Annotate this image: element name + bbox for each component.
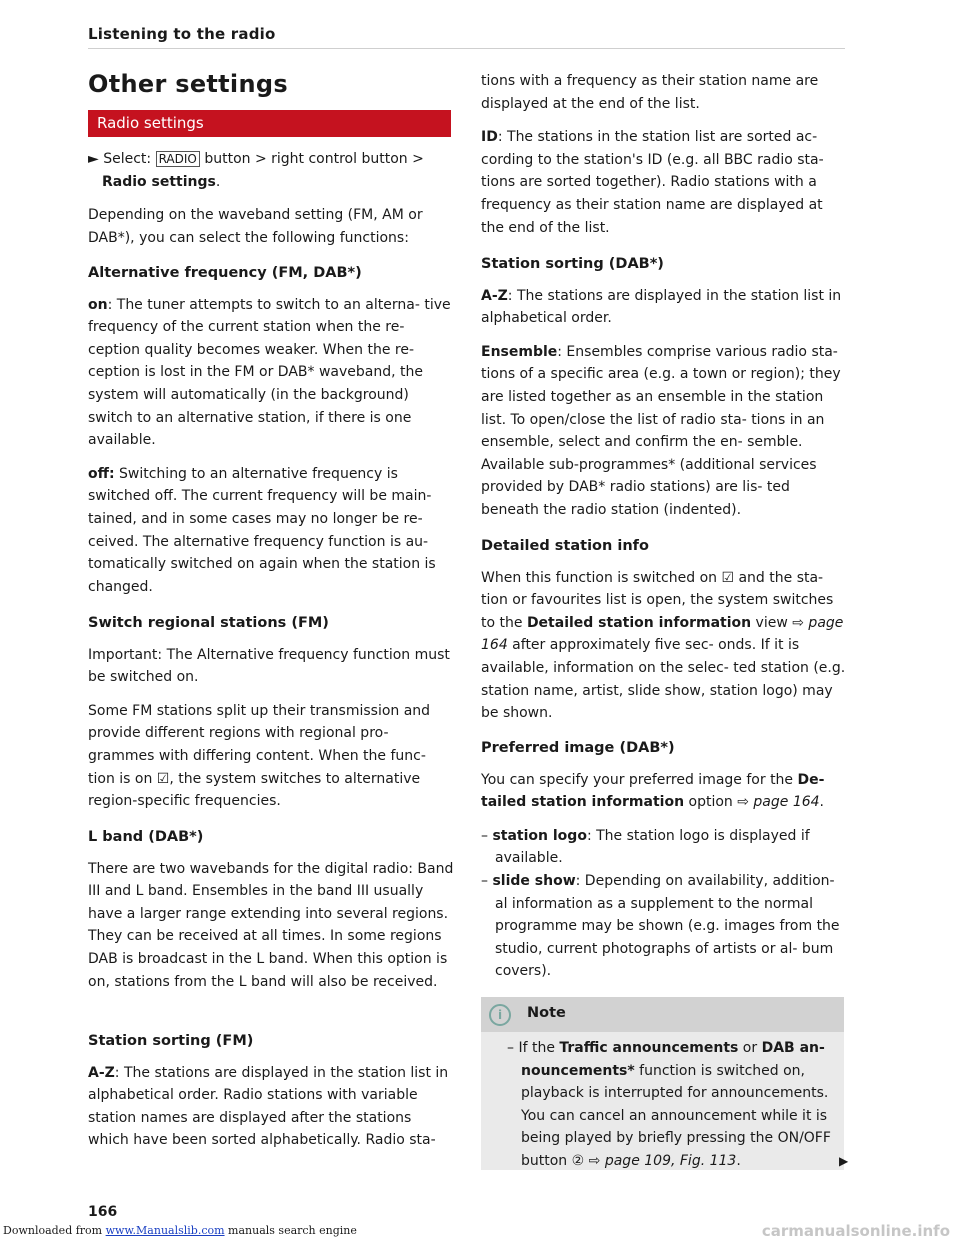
continue-arrow-icon: ▶ xyxy=(839,1154,849,1168)
preferred-image-heading: Preferred image (DAB*) xyxy=(481,740,675,756)
note-header xyxy=(481,997,844,1032)
page-number: 166 xyxy=(88,1204,118,1220)
note-title: Note xyxy=(527,1005,566,1021)
regional-section: Switch regional stations (FM) Important: The Alternative frequency function must be switched on. Some FM stations split up their transmission and provide different regions with regional pro- grammes with differing content. When the func- tion is on ☑, the system switches to alternative region-specific frequencies. xyxy=(88,612,454,813)
sort-dab-section: Station sorting (DAB*) A-Z: The stations are displayed in the station list in alphabetical order. Ensemble: Ensembles comprise various radio sta- tions of a specific area (e.g. a town or region); they are listed together as an ensemble in the station list. To open/close the list of radio sta- tions in an ensemble, select and confirm the en- semble. Available sub-programmes* (additional services provided by DAB* radio stations) are lis- ted beneath the radio station (indented). xyxy=(481,253,847,522)
intro-paragraph: Depending on the waveband setting (FM, AM or DAB*), you can select the following functions: xyxy=(88,207,423,246)
lband-section: L band (DAB*) There are two wavebands for the digital radio: Band III and L band. Ensembles in the band III usually have a larger range extending into several regions. They can be received at all times. In some regions DAB is broadcast in the L band. When this option is on, stations from the L band will also be received. xyxy=(88,826,454,993)
page-link[interactable]: ⇨ page 109, Fig. 113 xyxy=(588,1152,737,1169)
section-title: Listening to the radio xyxy=(88,25,276,43)
note-box xyxy=(481,997,844,1170)
preferred-image-section: Preferred image (DAB*) You can specify your preferred image for the De- tailed station information option ⇨ page 164. – station logo: The station logo is displayed if available. – slide show: Depending on availability, addition- al information as a supplement to the normal programme may be shown (e.g. images from the studio, current photographs of artists or al- bum covers). xyxy=(481,737,847,983)
page-title: Other settings xyxy=(88,70,288,98)
checkbox-checked-icon: ☑ xyxy=(721,569,735,586)
manualslib-link[interactable]: www.Manualslib.com xyxy=(105,1224,225,1237)
footer-source: Downloaded from www.Manualslib.com manuals search engine xyxy=(3,1224,357,1237)
radio-key: RADIO xyxy=(156,151,200,167)
alt-frequency-section: Alternative frequency (FM, DAB*) on: The tuner attempts to switch to an alterna- tive frequency of the current station when the re- ception quality becomes weaker. When the re- ception is lost in the FM or DAB* waveband, the system will automatically (in the background) switch to an alternative station, if there is one available. off: Switching to an alternative frequency is switched off. The current frequency will be main- tained, and in some cases may no longer be re- ceived. The alternative frequency function is au- tomatically switched on again when the station is changed. xyxy=(88,262,454,598)
sort-fm-section: Station sorting (FM) A-Z: The stations are displayed in the station list in alphabetical order. Radio stations with variable station names are displayed after the stations which have been sorted alphabetically. Radio sta- xyxy=(88,1030,454,1152)
regional-heading: Switch regional stations (FM) xyxy=(88,615,329,631)
page-link[interactable]: ⇨ page 164 xyxy=(737,794,820,811)
note-text: – If the Traffic announcements or DAB an- nouncements* function is switched on, playback is interrupted for announcements. You can cancel an announcement while it is being played by briefly pressing the ON/OFF button ② ⇨ page 109, Fig. 113. xyxy=(507,1040,831,1169)
list-item: – slide show: Depending on availability, addition- al information as a supplement to the normal programme may be shown (e.g. images from the studio, current photographs of artists or al- bum covers). xyxy=(481,872,840,980)
info-icon: i xyxy=(489,1004,511,1026)
checkbox-checked-icon: ☑ xyxy=(156,770,170,787)
detail-heading: Detailed station info xyxy=(481,538,649,554)
lband-heading: L band (DAB*) xyxy=(88,829,204,845)
sort-fm-heading: Station sorting (FM) xyxy=(88,1033,254,1049)
page-link[interactable]: ⇨ page 164 xyxy=(481,614,844,654)
select-instruction: ► Select: RADIO button > right control button > Radio settings. xyxy=(88,151,424,190)
watermark: carmanualsonline.info xyxy=(761,1222,950,1240)
alt-frequency-heading: Alternative frequency (FM, DAB*) xyxy=(88,265,362,281)
right-continuation: tions with a frequency as their station name are displayed at the end of the list. ID: The stations in the station list are sorted ac- cording to the station's ID (e.g. all BBC radio sta- tions are sorted together). Radio stations with a frequency as their station name are displayed at the end of the list. xyxy=(481,73,824,236)
download-footer xyxy=(0,1222,960,1242)
sort-dab-heading: Station sorting (DAB*) xyxy=(481,256,664,272)
section-heading-bar: Radio settings xyxy=(88,110,451,137)
page-header xyxy=(88,24,845,49)
detail-section: Detailed station info When this function is switched on ☑ and the sta- tion or favourites list is open, the system switches to the Detailed station information view ⇨ page 164 after approximately five sec- onds. If it is available, information on the selec- ted station (e.g. station name, artist, slide show, station logo) may be shown. xyxy=(481,535,847,725)
list-item: – station logo: The station logo is displayed if available. xyxy=(481,827,810,867)
